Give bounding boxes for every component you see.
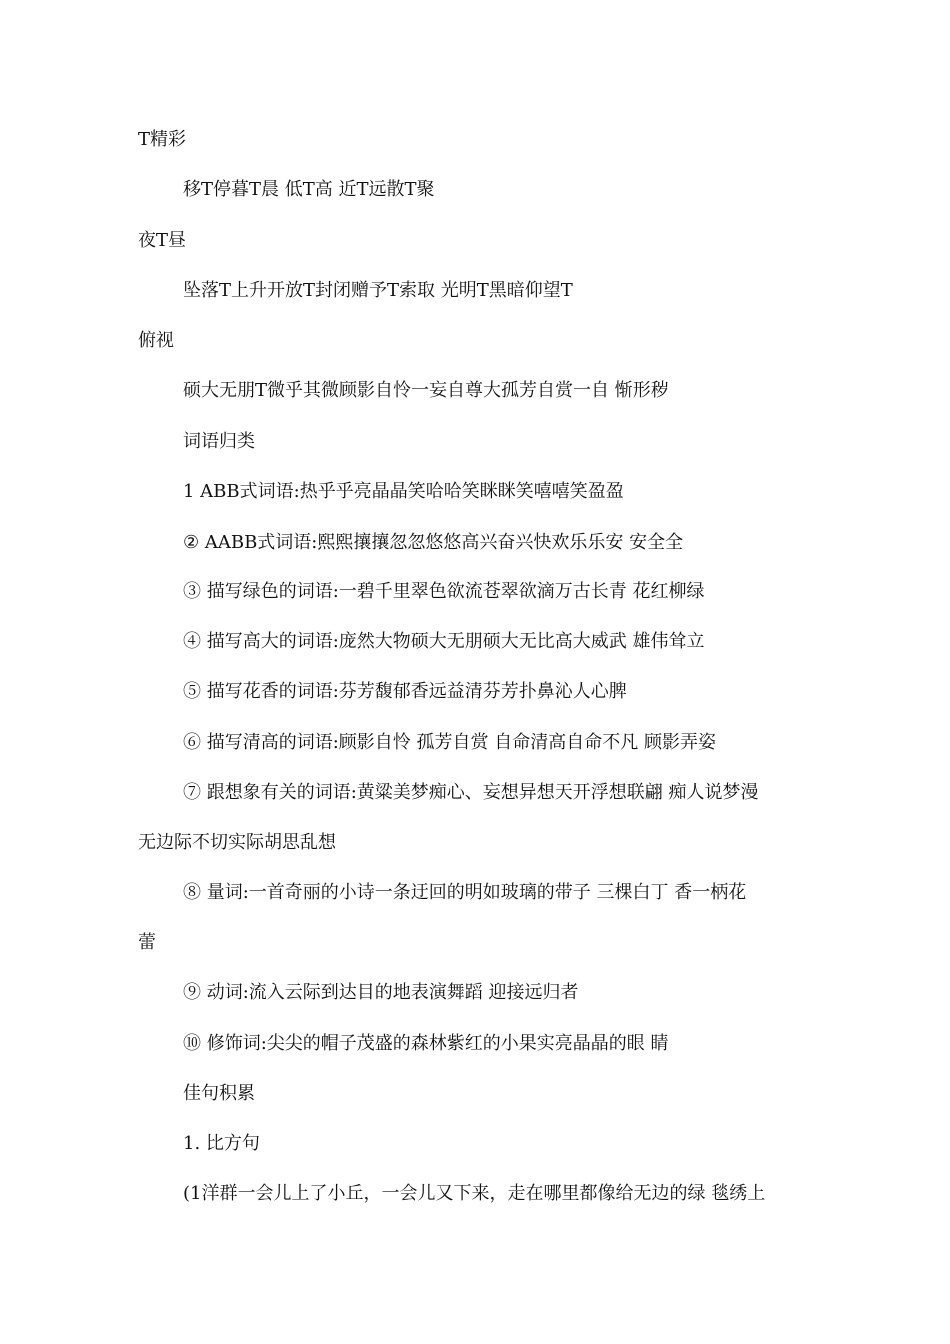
text-line-18: ⑨ 动词:流入云际到达目的地表演舞蹈 迎接远归者: [183, 982, 579, 1003]
text-line-1: T精彩: [138, 129, 187, 150]
text-line-14: ⑦ 跟想象有关的词语:黄粱美梦痴心、妄想异想天开浮想联翩 痴人说梦漫: [183, 782, 759, 803]
text-line-13: ⑥ 描写清高的词语:顾影自怜 孤芳自赏 自命清高自命不凡 顾影弄姿: [183, 732, 716, 753]
text-line-6: 硕大无朋T微乎其微顾影自怜一妄自尊大孤芳自赏一自 惭形秽: [183, 380, 669, 401]
text-line-11: ④ 描写高大的词语:庞然大物硕大无朋硕大无比高大威武 雄伟耸立: [183, 631, 705, 652]
text-line-8: 1 ABB式词语:热乎乎亮晶晶笑哈哈笑眯眯笑嘻嘻笑盈盈: [183, 481, 624, 502]
text-line-19: ⑩ 修饰词:尖尖的帽子茂盛的森林紫红的小果实亮晶晶的眼 睛: [183, 1033, 669, 1054]
text-line-22: (1洋群一会儿上了小丘，一会儿又下来，走在哪里都像给无边的绿 毯绣上: [183, 1183, 766, 1204]
text-line-15: 无边际不切实际胡思乱想: [138, 832, 336, 853]
text-line-12: ⑤ 描写花香的词语:芬芳馥郁香远益清芬芳扑鼻沁人心脾: [183, 681, 627, 702]
text-line-4: 坠落T上升开放T封闭赠予T索取 光明T黑暗仰望T: [183, 280, 573, 301]
text-line-17: 蕾: [138, 932, 156, 953]
text-line-10: ③ 描写绿色的词语:一碧千里翠色欲流苍翠欲滴万古长青 花红柳绿: [183, 581, 705, 602]
section-heading-word-classification: 词语归类: [183, 431, 255, 452]
text-line-5: 俯视: [138, 330, 174, 351]
section-heading-sentences: 佳句积累: [183, 1083, 255, 1104]
text-line-2: 移T停暮T晨 低T高 近T远散T聚: [183, 179, 435, 200]
text-line-9: ② AABB式词语:熙熙攘攘忽忽悠悠高兴奋兴快欢乐乐安 安全全: [183, 532, 684, 553]
text-line-16: ⑧ 量词:一首奇丽的小诗一条迂回的明如玻璃的带子 三棵白丁 香一柄花: [183, 882, 747, 903]
subheading-metaphor: 1. 比方句: [183, 1133, 260, 1154]
text-line-3: 夜T昼: [138, 230, 187, 251]
